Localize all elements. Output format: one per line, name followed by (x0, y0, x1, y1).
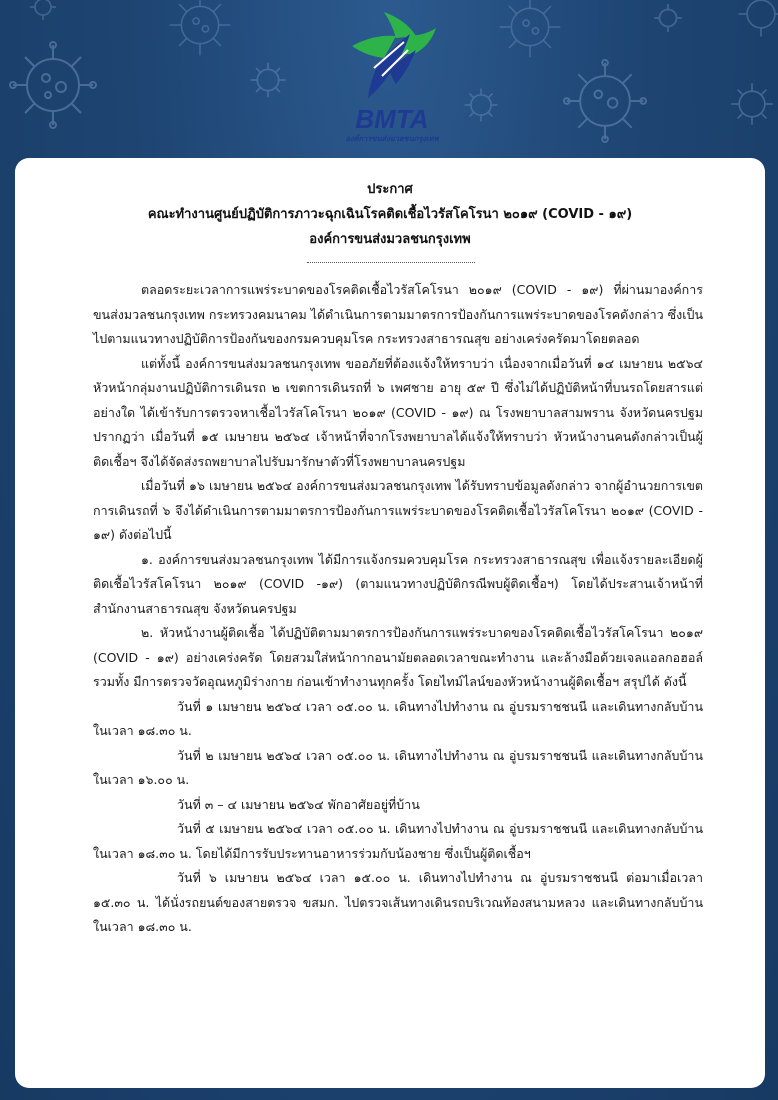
virus-decoration-icon (652, 2, 684, 34)
announcement-card (15, 158, 765, 1088)
announcement-body (93, 278, 703, 940)
body-paragraph: ๑. องค์การขนส่งมวลชนกรุงเทพ ได้มีการแจ้งกรมควบคุมโรค กระทรวงสาธารณสุข เพื่อแจ้งรายละเอียดผู้ติดเชื้อไวรัสโคโรนา ๒๐๑๙ (COVID -๑๙) (ตามแนวทางปฏิบัติกรณีพบผู้ติดเชื้อฯ) โดยได้ประสานเจ้าหน้าที่สำนักงานสาธารณสุข จังหวัดนครปฐม (93, 551, 703, 616)
bmta-logo (334, 6, 450, 146)
virus-decoration-icon (248, 60, 288, 100)
timeline-item: วันที่ ๕ เมษายน ๒๕๖๔ เวลา ๐๕.๐๐ น. เดินทางไปทำงาน ณ อู่บรมราชชนนี และเดินทางกลับบ้าน ในเวลา ๑๘.๓๐ น. โดยได้มีการรับประทานอาหารร่วมกับน้องชาย ซึ่งเป็นผู้ติดเชื้อฯ (93, 821, 703, 861)
body-paragraph: ตลอดระยะเวลาการแพร่ระบาดของโรคติดเชื้อไวรัสโคโรนา ๒๐๑๙ (COVID - ๑๙) ที่ผ่านมาองค์การขนส่งมวลชนกรุงเทพ กระทรวงคมนาคม ได้ดำเนินการตามมาตรการป้องกันการแพร่ระบาดของโรคดังกล่าว ซึ่งเป็นไปตามแนวทางปฏิบัติการป้องกันของกรมควบคุมโรค กระทรวงสาธารณสุข อย่างเคร่งครัดมาโดยตลอด (93, 282, 703, 346)
body-paragraph: เมื่อวันที่ ๑๖ เมษายน ๒๕๖๔ องค์การขนส่งมวลชนกรุงเทพ ได้รับทราบข้อมูลดังกล่าว จากผู้อำนวยการเขตการเดินรถที่ ๖ จึงได้ดำเนินการตามมาตรการป้องกันการแพร่ระบาดของโรคติดเชื้อไวรัสโคโรนา ๒๐๑๙ (COVID - ๑๙) ดังต่อไปนี้ (93, 478, 703, 542)
announcement-organization: องค์การขนส่งมวลชนกรุงเทพ (309, 232, 471, 247)
virus-decoration-icon (462, 86, 500, 124)
timeline-item: วันที่ ๒ เมษายน ๒๕๖๔ เวลา ๐๕.๐๐ น. เดินทางไปทำงาน ณ อู่บรมราชชนนี และเดินทางกลับบ้าน ในเวลา ๑๖.๐๐ น. (93, 747, 703, 787)
bmta-emblem-icon (344, 6, 440, 106)
timeline-item: วันที่ ๖ เมษายน ๒๕๖๔ เวลา ๑๕.๐๐ น. เดินทางไปทำงาน ณ อู่บรมราชชนนี ต่อมาเมื่อเวลา ๑๕.๓๐ น. ได้นั่งรถยนต์ของสายตรวจ ขสมก. ไปตรวจเส้นทางเดินรถบริเวณท้องสนามหลวง และเดินทางกลับบ้าน ในเวลา ๑๘.๓๐ น. (93, 870, 703, 934)
virus-decoration-icon (495, 0, 565, 62)
body-paragraph: ๒. หัวหน้างานผู้ติดเชื้อ ได้ปฏิบัติตามมาตรการป้องกันการแพร่ระบาดของโรคติดเชื้อไวรัสโคโรนา ๒๐๑๙ (COVID - ๑๙) อย่างเคร่งครัด โดยสวมใส่หน้ากากอนามัยตลอดเวลาขณะทำงาน และล้างมือด้วยเจลแอลกอฮอล์ รวมทั้ง มีการตรวจวัดอุณหภูมิร่างกาย ก่อนเข้าทำงานทุกครั้ง โดยไทม์ไลน์ของหัวหน้างานผู้ติดเชื้อฯ สรุปได้ ดังนี้ (93, 625, 703, 689)
logo-wordmark: BMTA (355, 104, 429, 134)
virus-decoration-icon (8, 40, 98, 130)
announcement-heading: ประกาศ (367, 182, 413, 197)
virus-decoration-icon (165, 0, 235, 60)
divider (307, 262, 475, 263)
virus-decoration-icon (562, 58, 648, 144)
timeline-item: วันที่ ๑ เมษายน ๒๕๖๔ เวลา ๐๕.๐๐ น. เดินทางไปทำงาน ณ อู่บรมราชชนนี และเดินทางกลับบ้าน ในเวลา ๑๘.๓๐ น. (93, 698, 703, 738)
logo-subtitle: องค์การขนส่งมวลชนกรุงเทพ (345, 134, 439, 143)
virus-decoration-icon (28, 0, 58, 22)
announcement-subheading: คณะทำงานศูนย์ปฏิบัติการภาวะฉุกเฉินโรคติดเชื้อไวรัสโคโรนา ๒๐๑๙ (COVID - ๑๙) (147, 207, 633, 222)
body-paragraph: แต่ทั้งนี้ องค์การขนส่งมวลชนกรุงเทพ ขออภัยที่ต้องแจ้งให้ทราบว่า เนื่องจากเมื่อวันที่ ๑๔ เมษายน ๒๕๖๔ หัวหน้ากลุ่มงานปฏิบัติการเดินรถ ๒ เขตการเดินรถที่ ๖ เพศชาย อายุ ๕๙ ปี ซึ่งไม่ได้ปฏิบัติหน้าที่บนรถโดยสารแต่อย่างใด ได้เข้ารับการตรวจหาเชื้อไวรัสโคโรนา ๒๐๑๙ (COVID - ๑๙) ณ โรงพยาบาลสามพราน จังหวัดนครปฐม ปรากฏว่า เมื่อวันที่ ๑๕ เมษายน ๒๕๖๔ เจ้าหน้าที่จากโรงพยาบาลได้แจ้งให้ทราบว่า หัวหน้างานคนดังกล่าวเป็นผู้ติดเชื้อฯ จึงได้จัดส่งรถพยาบาลไปรับมารักษาตัวที่โรงพยาบาลนครปฐม (93, 355, 703, 469)
virus-decoration-icon (728, 80, 776, 128)
virus-decoration-icon (735, 0, 778, 40)
header-banner (0, 0, 778, 160)
timeline-item: วันที่ ๓ – ๔ เมษายน ๒๕๖๔ พักอาศัยอยู่ที่บ้าน (177, 796, 420, 812)
